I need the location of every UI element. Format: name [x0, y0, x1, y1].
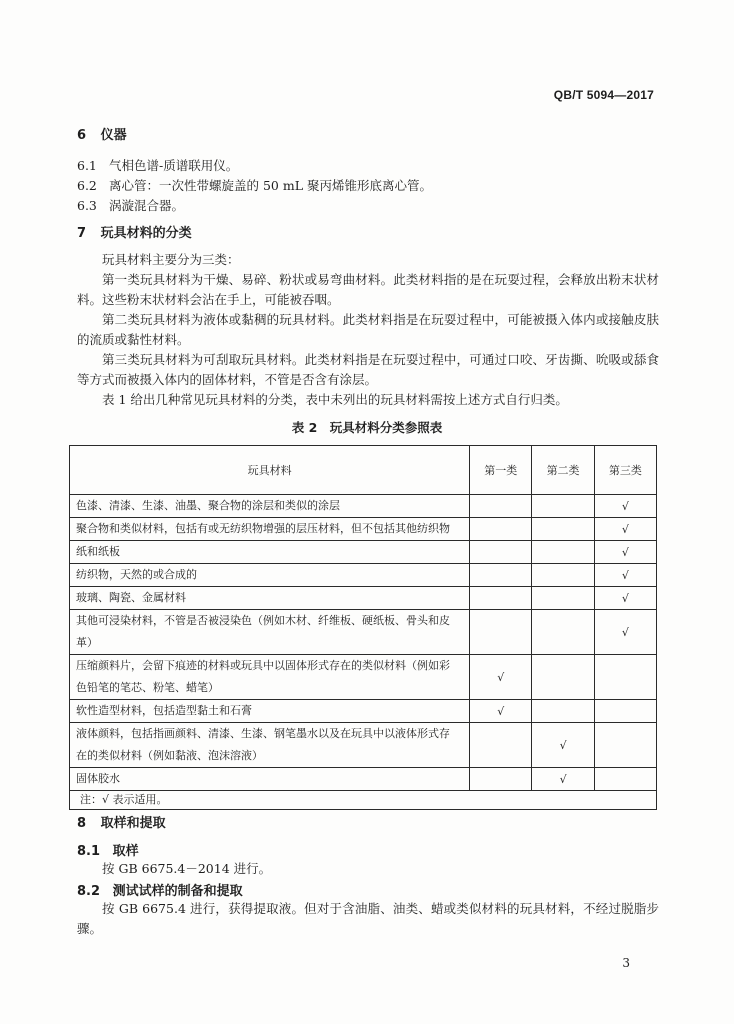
- table-row: [70, 768, 657, 791]
- category-3-cell: [594, 723, 656, 768]
- category-2-cell: √: [532, 768, 594, 791]
- category-1-cell: [470, 564, 532, 587]
- material-cell: [70, 587, 470, 610]
- header-category-3: 第三类: [594, 446, 656, 495]
- item-6-2-text: 离心管：一次性带螺旋盖的 50 mL 聚丙烯锥形底离心管。: [109, 178, 432, 193]
- table-note: 注：√ 表示适用。: [70, 791, 657, 810]
- table-row: [70, 610, 657, 655]
- category-3-cell: √: [594, 495, 656, 518]
- category-2-cell: [532, 587, 594, 610]
- subsection-8-1-number: 8.1: [77, 844, 101, 859]
- category-3-cell: [594, 768, 656, 791]
- material-line: 玻璃、陶瓷、金属材料: [76, 591, 186, 604]
- category-2-cell: [532, 610, 594, 655]
- material-cell: [70, 541, 470, 564]
- item-6-3-number: 6.3: [77, 198, 97, 213]
- material-cell: [70, 700, 470, 723]
- category-3-cell: √: [594, 518, 656, 541]
- category-2-cell: [532, 518, 594, 541]
- table-row: [70, 564, 657, 587]
- subsection-8-2-title: 测试试样的制备和提取: [112, 884, 243, 899]
- material-cell: [70, 518, 470, 541]
- section-7-paragraph-1: 玩具材料主要分为三类：: [102, 252, 240, 267]
- table-caption: 表 2 玩具材料分类参照表: [291, 420, 443, 435]
- item-6-3-text: 涡漩混合器。: [109, 198, 185, 213]
- section-8-title: 取样和提取: [100, 816, 166, 831]
- subsection-8-2-heading: [77, 880, 243, 899]
- table-row: [70, 723, 657, 768]
- table-row: [70, 518, 657, 541]
- item-6-1-number: 6.1: [77, 158, 97, 173]
- category-1-cell: √: [470, 655, 532, 700]
- item-6-1: [77, 156, 238, 174]
- item-6-1-text: 气相色谱-质谱联用仪。: [109, 158, 239, 173]
- section-7-number: 7: [77, 226, 87, 241]
- materials-table: [69, 445, 657, 810]
- section-7-paragraph-3: 第二类玩具材料为液体或黏稠的玩具材料。此类材料指是在玩耍过程中，可能被摄入体内或接触皮肤的流质或黏性材料。: [77, 312, 659, 347]
- material-line: 固体胶水: [76, 772, 120, 785]
- section-8-number: 8: [77, 816, 87, 831]
- item-6-2-number: 6.2: [77, 178, 97, 193]
- table-row: [70, 541, 657, 564]
- category-3-cell: [594, 700, 656, 723]
- material-cell: [70, 655, 470, 700]
- section-8-heading: [77, 812, 166, 831]
- category-2-cell: [532, 541, 594, 564]
- subsection-8-2-number: 8.2: [77, 884, 101, 899]
- section-7-paragraph-5: 表 1 给出几种常见玩具材料的分类，表中未列出的玩具材料需按上述方式自行归类。: [102, 392, 568, 407]
- header-category-2: 第二类: [532, 446, 594, 495]
- subsection-8-1-title: 取样: [112, 844, 139, 859]
- category-3-cell: √: [594, 587, 656, 610]
- material-cell: [70, 495, 470, 518]
- section-6-heading: [77, 124, 127, 143]
- material-line: 色铅笔的笔芯、粉笔、蜡笔）: [76, 681, 219, 694]
- category-2-cell: [532, 495, 594, 518]
- material-cell: [70, 723, 470, 768]
- material-line: 色漆、清漆、生漆、油墨、聚合物的涂层和类似的涂层: [76, 499, 340, 512]
- category-1-cell: [470, 610, 532, 655]
- material-cell: [70, 610, 470, 655]
- material-line: 压缩颜料片，会留下痕迹的材料或玩具中以固体形式存在的类似材料（例如彩: [76, 659, 450, 672]
- section-7-paragraph-2: 第一类玩具材料为干燥、易碎、粉状或易弯曲材料。此类材料指的是在玩耍过程，会释放出粉末状材料。这些粉末状材料会沾在手上，可能被吞咽。: [77, 272, 659, 307]
- category-2-cell: [532, 564, 594, 587]
- page-number: 3: [622, 956, 630, 970]
- subsection-8-1-text: 按 GB 6675.4－2014 进行。: [102, 861, 272, 876]
- category-1-cell: [470, 723, 532, 768]
- material-cell: [70, 564, 470, 587]
- subsection-8-1-heading: [77, 840, 139, 859]
- material-line: 聚合物和类似材料，包括有或无纺织物增强的层压材料，但不包括其他纺织物: [76, 522, 450, 535]
- category-3-cell: [594, 655, 656, 700]
- material-line: 革）: [76, 636, 98, 649]
- item-6-3: [77, 196, 184, 214]
- header-material: 玩具材料: [70, 446, 470, 495]
- section-6-title: 仪器: [100, 128, 127, 143]
- table-header-row: [70, 446, 657, 495]
- category-1-cell: √: [470, 700, 532, 723]
- item-6-2: [77, 176, 432, 194]
- section-7-paragraph-4: 第三类玩具材料为可刮取玩具材料。此类材料指是在玩耍过程中，可通过口咬、牙齿撕、吮吸或舔食等方式而被摄入体内的固体材料，不管是否含有涂层。: [77, 352, 659, 387]
- category-3-cell: √: [594, 610, 656, 655]
- material-line: 纺织物，天然的或合成的: [76, 568, 197, 581]
- table-row: [70, 700, 657, 723]
- category-1-cell: [470, 518, 532, 541]
- section-7-title: 玩具材料的分类: [100, 226, 192, 241]
- category-2-cell: [532, 655, 594, 700]
- material-line: 液体颜料，包括指画颜料、清漆、生漆、钢笔墨水以及在玩具中以液体形式存: [76, 727, 450, 740]
- section-7-heading: [77, 222, 192, 241]
- header-category-1: 第一类: [470, 446, 532, 495]
- material-cell: [70, 768, 470, 791]
- material-line: 软性造型材料，包括造型黏土和石膏: [76, 704, 252, 717]
- category-3-cell: √: [594, 541, 656, 564]
- table-row: [70, 495, 657, 518]
- category-1-cell: [470, 495, 532, 518]
- subsection-8-2-text: 按 GB 6675.4 进行，获得提取液。但对于含油脂、油类、蜡或类似材料的玩具材料，不经过脱脂步骤。: [77, 901, 659, 936]
- category-1-cell: [470, 541, 532, 564]
- table-row: [70, 587, 657, 610]
- table-note-row: [70, 791, 657, 810]
- category-2-cell: [532, 700, 594, 723]
- material-line: 在的类似材料（例如黏液、泡沫溶液）: [76, 749, 263, 762]
- table-row: [70, 655, 657, 700]
- standard-code: QB/T 5094—2017: [553, 88, 654, 102]
- category-1-cell: [470, 587, 532, 610]
- material-line: 其他可浸染材料，不管是否被浸染色（例如木材、纤维板、硬纸板、骨头和皮: [76, 614, 450, 627]
- category-2-cell: √: [532, 723, 594, 768]
- material-line: 纸和纸板: [76, 545, 120, 558]
- category-1-cell: [470, 768, 532, 791]
- category-3-cell: √: [594, 564, 656, 587]
- section-6-number: 6: [77, 128, 87, 143]
